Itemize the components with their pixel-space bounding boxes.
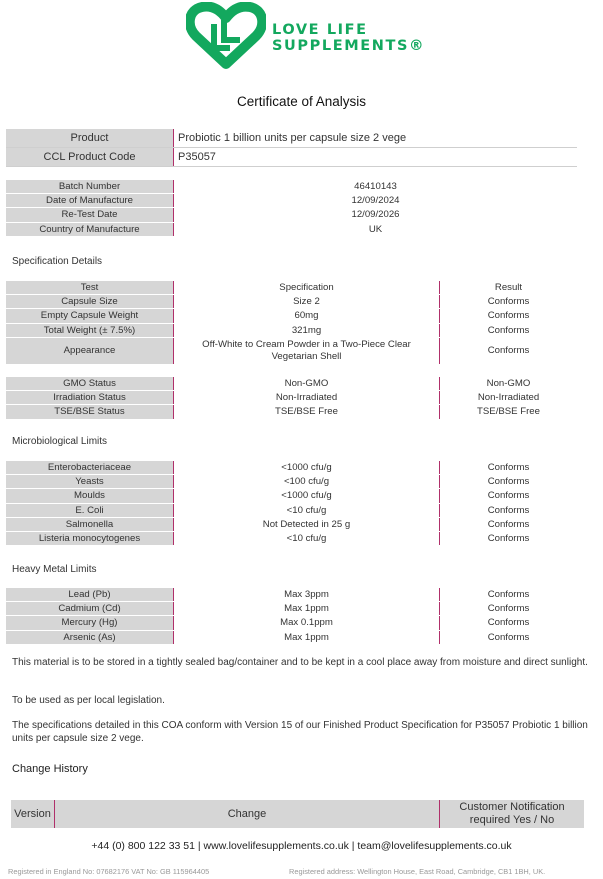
test-cell: Moulds — [6, 489, 174, 503]
spec-cell: Not Detected in 25 g — [174, 517, 440, 531]
page-title: Certificate of Analysis — [236, 94, 367, 109]
test-cell: Appearance — [6, 337, 174, 364]
result-cell: Conforms — [440, 337, 578, 364]
table-row — [6, 489, 577, 503]
test-cell: Total Weight (± 7.5%) — [6, 323, 174, 337]
table-row — [6, 475, 577, 489]
test-cell: Listeria monocytogenes — [6, 531, 174, 545]
table-row — [6, 531, 577, 545]
test-cell: Lead (Pb) — [6, 588, 174, 602]
country-value: UK — [174, 222, 578, 236]
table-row — [6, 129, 577, 148]
product-code-value: P35057 — [174, 148, 578, 167]
result-cell: TSE/BSE Free — [440, 405, 578, 419]
spec-cell: 60mg — [174, 309, 440, 323]
table-row — [6, 616, 577, 630]
table-row — [6, 323, 577, 337]
test-cell: Irradiation Status — [6, 391, 174, 405]
result-cell: Conforms — [440, 295, 578, 309]
spec-cell: Size 2 — [174, 295, 440, 309]
spec-cell: 321mg — [174, 323, 440, 337]
table-row — [6, 180, 577, 194]
table-row — [6, 602, 577, 616]
table-row — [6, 337, 577, 364]
legislation-note: To be used as per local legislation. — [12, 695, 165, 706]
result-cell: Conforms — [440, 616, 578, 630]
result-cell: Conforms — [440, 461, 578, 475]
column-header-change: Change — [55, 800, 440, 829]
column-header-notification — [440, 800, 585, 829]
notification-line: Customer Notification — [459, 801, 565, 813]
product-value: Probiotic 1 billion units per capsule size 2 vege — [174, 129, 578, 148]
micro-heading: Microbiological Limits — [12, 436, 108, 447]
result-cell: Conforms — [440, 309, 578, 323]
spec-cell: <1000 cfu/g — [174, 461, 440, 475]
column-header-result: Result — [440, 281, 578, 295]
brand-name-line2: SUPPLEMENTS® — [272, 38, 426, 54]
retest-date-value: 12/09/2026 — [174, 208, 578, 222]
test-cell: Salmonella — [6, 517, 174, 531]
spec-cell: TSE/BSE Free — [174, 405, 440, 419]
table-row — [6, 391, 577, 405]
table-row — [6, 517, 577, 531]
table-row — [6, 148, 577, 167]
test-cell: Cadmium (Cd) — [6, 602, 174, 616]
result-cell: Non-GMO — [440, 377, 578, 391]
metals-table — [6, 588, 577, 645]
spec-cell: <1000 cfu/g — [174, 489, 440, 503]
brand-logo — [186, 2, 426, 70]
footer-registration: Registered in England No: 07682176 VAT No: GB 115964405 — [8, 867, 210, 876]
batch-table — [6, 180, 577, 237]
spec-line: Off-White to Cream Powder in a Two-Piece Clear — [202, 338, 411, 350]
result-cell: Conforms — [440, 489, 578, 503]
batch-number-label: Batch Number — [6, 180, 174, 194]
table-header-row — [6, 281, 577, 295]
test-cell: Mercury (Hg) — [6, 616, 174, 630]
test-cell: E. Coli — [6, 503, 174, 517]
retest-date-label: Re-Test Date — [6, 208, 174, 222]
test-cell: TSE/BSE Status — [6, 405, 174, 419]
spec-cell: Max 1ppm — [174, 602, 440, 616]
result-cell: Conforms — [440, 323, 578, 337]
table-row — [6, 309, 577, 323]
table-header-row — [11, 800, 584, 829]
table-row — [6, 194, 577, 208]
product-code-label: CCL Product Code — [6, 148, 174, 167]
manufacture-date-label: Date of Manufacture — [6, 194, 174, 208]
spec-table — [6, 281, 577, 365]
spec-cell — [174, 337, 440, 364]
table-row — [6, 503, 577, 517]
spec-cell: Non-Irradiated — [174, 391, 440, 405]
result-cell: Conforms — [440, 630, 578, 644]
spec-cell: Max 0.1ppm — [174, 616, 440, 630]
column-header-test: Test — [6, 281, 174, 295]
result-cell: Conforms — [440, 531, 578, 545]
manufacture-date-value: 12/09/2024 — [174, 194, 578, 208]
table-row — [6, 405, 577, 419]
change-history-heading: Change History — [12, 763, 88, 775]
storage-note: This material is to be stored in a tightly sealed bag/container and to be kept in a cool place away from moisture and direct sunlight. — [12, 657, 588, 668]
notification-line: required Yes / No — [469, 814, 555, 826]
result-cell: Conforms — [440, 503, 578, 517]
change-history-table — [11, 800, 584, 829]
spec-line: Vegetarian Shell — [271, 350, 342, 362]
table-row — [6, 377, 577, 391]
spec-cell: Max 1ppm — [174, 630, 440, 644]
spec-cell: <10 cfu/g — [174, 503, 440, 517]
brand-name-line1: LOVE LIFE — [272, 22, 368, 38]
result-cell: Conforms — [440, 475, 578, 489]
test-cell: Arsenic (As) — [6, 630, 174, 644]
spec-heading: Specification Details — [12, 256, 103, 267]
table-row — [6, 295, 577, 309]
spec-cell: <10 cfu/g — [174, 531, 440, 545]
table-row — [6, 630, 577, 644]
spec-cell: Max 3ppm — [174, 588, 440, 602]
footer-address: Registered address: Wellington House, East Road, Cambridge, CB1 1BH, UK. — [289, 867, 546, 876]
country-label: Country of Manufacture — [6, 222, 174, 236]
result-cell: Conforms — [440, 602, 578, 616]
product-label: Product — [6, 129, 174, 148]
test-cell: GMO Status — [6, 377, 174, 391]
test-cell: Empty Capsule Weight — [6, 309, 174, 323]
batch-number-value: 46410143 — [174, 180, 578, 194]
column-header-specification: Specification — [174, 281, 440, 295]
test-cell: Capsule Size — [6, 295, 174, 309]
conformance-note: The specifications detailed in this COA conform with Version 15 of our Finished Product Specification for P35057 Probiotic 1 billion units per capsule size 2 vege. — [12, 720, 588, 744]
heart-logo-icon — [186, 2, 266, 70]
status-table — [6, 377, 577, 420]
test-cell: Enterobacteriaceae — [6, 461, 174, 475]
table-row — [6, 588, 577, 602]
result-cell: Conforms — [440, 588, 578, 602]
spec-cell: <100 cfu/g — [174, 475, 440, 489]
product-table — [6, 129, 577, 167]
footer-contact: +44 (0) 800 122 33 51 | www.lovelifesupplements.co.uk | team@lovelifesupplements.co.uk — [91, 840, 512, 852]
micro-table — [6, 461, 577, 546]
result-cell: Non-Irradiated — [440, 391, 578, 405]
table-row — [6, 222, 577, 236]
column-header-version: Version — [11, 800, 55, 829]
result-cell: Conforms — [440, 517, 578, 531]
test-cell: Yeasts — [6, 475, 174, 489]
metals-heading: Heavy Metal Limits — [12, 564, 97, 575]
table-row — [6, 461, 577, 475]
table-row — [6, 208, 577, 222]
spec-cell: Non-GMO — [174, 377, 440, 391]
